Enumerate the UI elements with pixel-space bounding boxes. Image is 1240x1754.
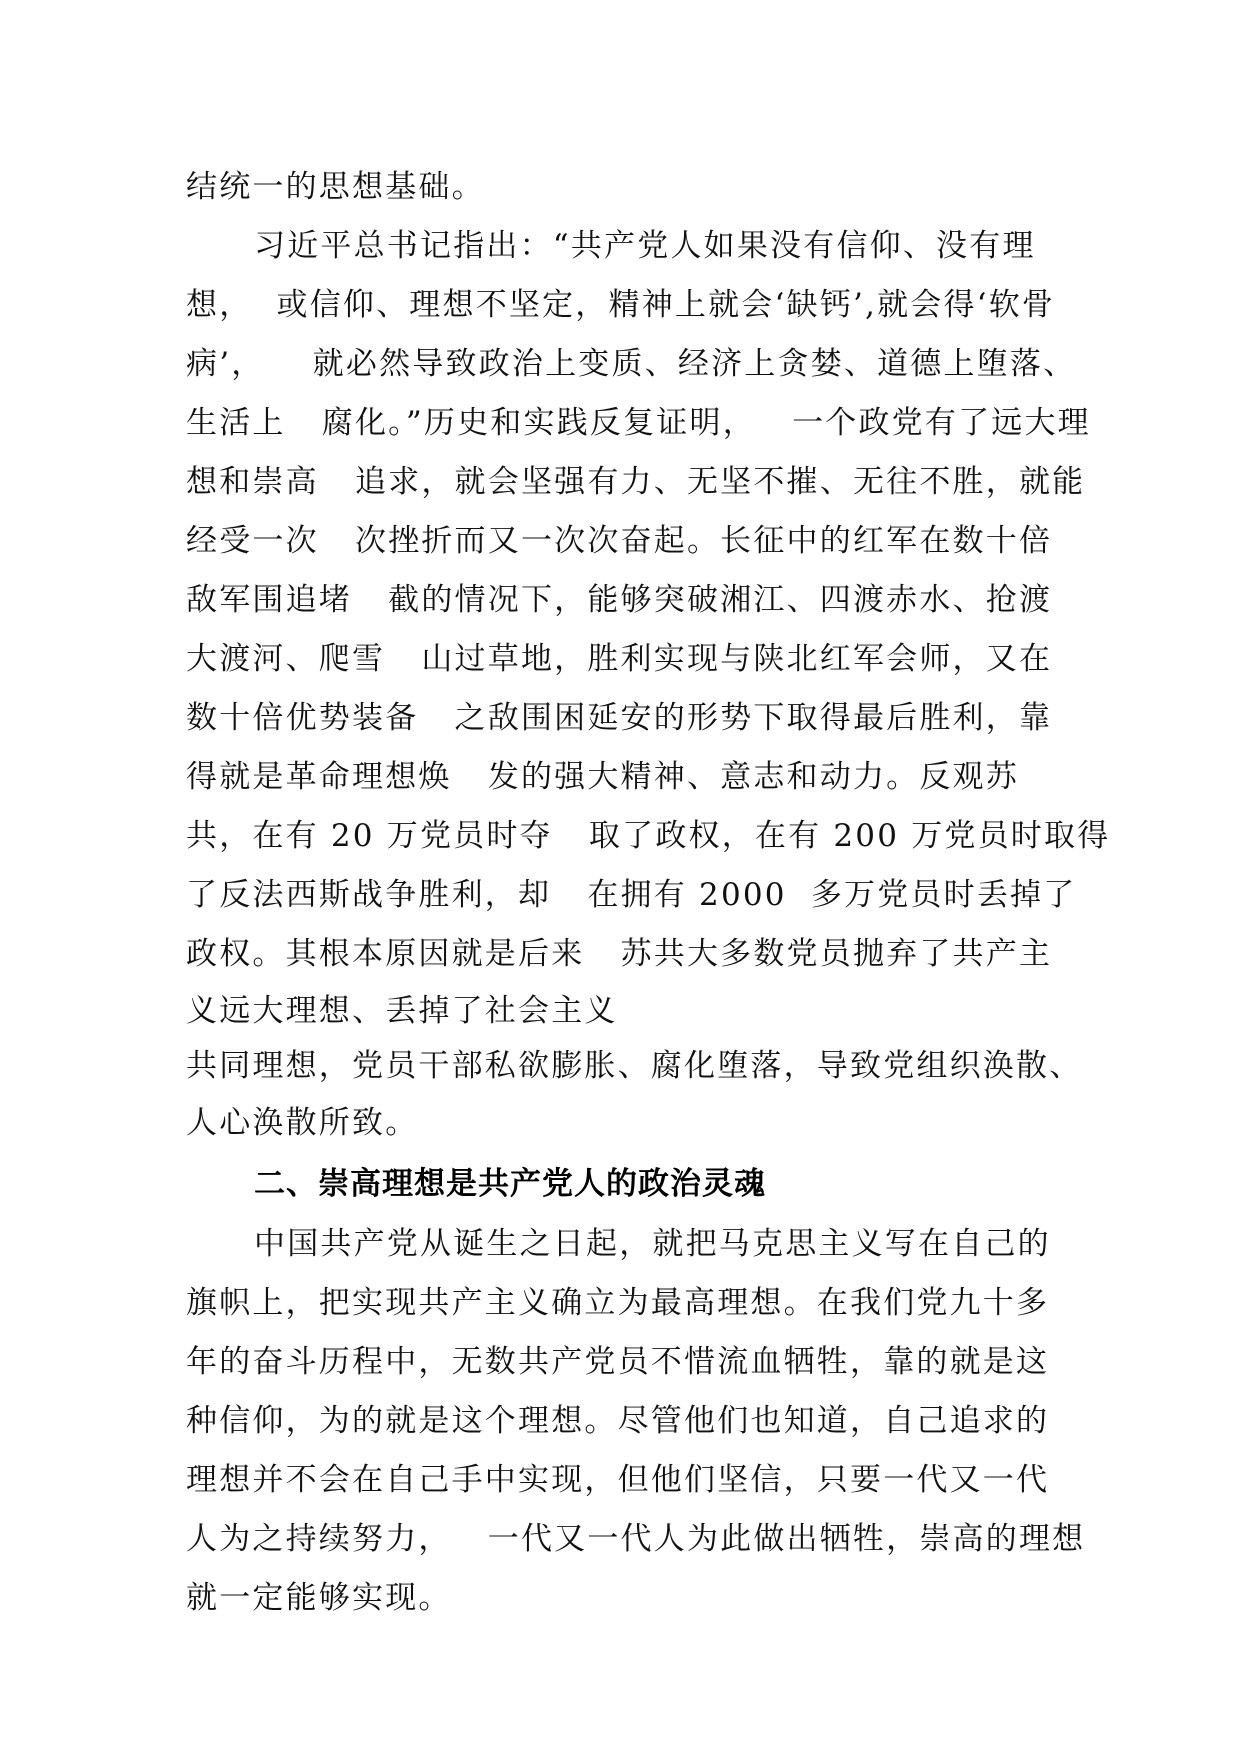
text-line: 习近平总书记指出：“共产党人如果没有信仰、没有理 (254, 228, 1036, 264)
text-line: 年的奋斗历程中，无数共产党员不惜流血牺牲，靠的就是这 (186, 1344, 1050, 1380)
text-line: 病’， 就必然导致政治上变质、经济上贪婪、道德上堕落、 (186, 346, 1077, 382)
text-line: 义远大理想、丢掉了社会主义 (186, 993, 618, 1029)
text-line: 想和崇高 追求，就会坚强有力、无坚不摧、无往不胜，就能 (186, 464, 1086, 500)
text-line: 种信仰，为的就是这个理想。尽管他们也知道，自己追求的 (186, 1403, 1050, 1439)
text-line: 生活上 腐化。”历史和实践反复证明， 一个政党有了远大理 (186, 405, 1091, 441)
text-line: 经受一次 次挫折而又一次次奋起。长征中的红军在数十倍 (186, 523, 1053, 559)
paragraph-2 (186, 217, 1111, 1153)
section-heading: 二、崇高理想是共产党人的政治灵魂 (254, 1166, 766, 1202)
text-line: 共同理想，党员干部私欲膨胀、腐化堕落，导致党组织涣散、 (186, 1048, 1083, 1084)
text-line: 就一定能够实现。 (186, 1580, 452, 1616)
paragraph-3 (186, 1215, 1086, 1628)
text-line: 想， 或信仰、理想不坚定，精神上就会‘缺钙’,就会得‘软骨 (186, 287, 1056, 323)
text-line: 理想并不会在自己手中实现，但他们坚信，只要一代又一代 (186, 1462, 1050, 1498)
text-line: 大渡河、爬雪 山过草地，胜利实现与陕北红军会师，又在 (186, 641, 1053, 677)
document-body (186, 158, 1111, 1628)
text-line: 人心涣散所致。 (186, 1105, 419, 1141)
text-line: 得就是革命理想焕 发的强大精神、意志和动力。反观苏 (186, 759, 1019, 795)
text-line: 了反法西斯战争胜利，却 在拥有 2000 多万党员时丢掉了 (186, 877, 1077, 913)
text-line: 政权。其根本原因就是后来 苏共大多数党员抛弃了共产主 (186, 936, 1053, 972)
paragraph-1 (186, 158, 1086, 217)
text-line: 人为之持续努力， 一代又一代人为此做出牺牲，崇高的理想 (186, 1521, 1086, 1557)
text-line: 敌军围追堵 截的情况下，能够突破湘江、四渡赤水、抢渡 (186, 582, 1053, 618)
text-line: 旗帜上，把实现共产主义确立为最高理想。在我们党九十多 (186, 1285, 1050, 1321)
text-line: 共，在有 20 万党员时夺 取了政权，在有 200 万党员时取得 (186, 818, 1111, 854)
text-line: 数十倍优势装备 之敌围困延安的形势下取得最后胜利，靠 (186, 700, 1053, 736)
text-line: 结统一的思想基础。 (186, 169, 485, 205)
text-line: 中国共产党从诞生之日起，就把马克思主义写在自己的 (254, 1226, 1051, 1262)
